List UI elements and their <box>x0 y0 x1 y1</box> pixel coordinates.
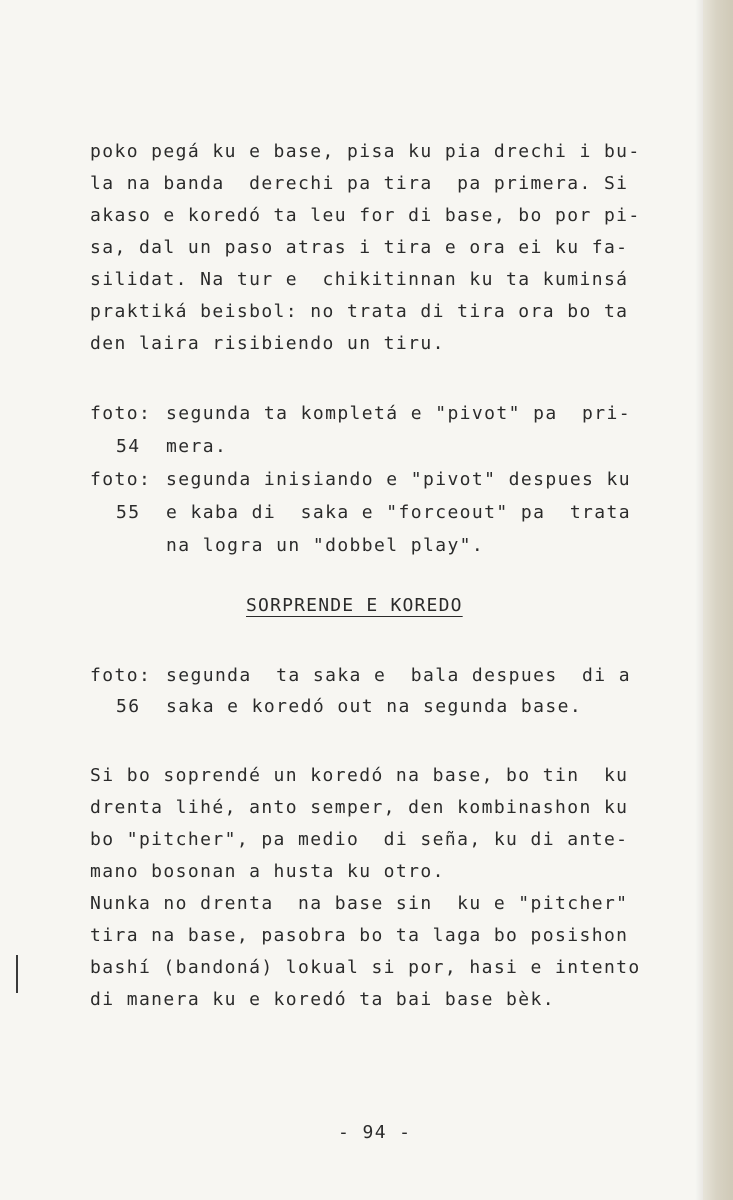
paragraph-line: la na banda derechi pa tira pa primera. Si <box>90 173 629 194</box>
caption-line: segunda inisiando e "pivot" despues ku <box>166 469 632 490</box>
caption-number: 55 <box>116 502 141 523</box>
paragraph-line: Nunka no drenta na base sin ku e "pitcher" <box>90 893 629 914</box>
caption-line: mera. <box>166 436 228 457</box>
page-edge <box>703 0 733 1200</box>
paragraph-line: den laira risibiendo un tiru. <box>90 333 445 354</box>
paragraph-line: di manera ku e koredó ta bai base bèk. <box>90 989 556 1010</box>
paragraph-top <box>90 140 670 370</box>
caption-label: foto: <box>90 665 152 686</box>
paragraph-line: akaso e koredó ta leu for di base, bo por pi- <box>90 205 641 226</box>
page-gutter-shadow <box>695 0 703 1200</box>
paragraph-bottom <box>90 764 670 1024</box>
paragraph-line: Si bo soprendé un koredó na base, bo tin ku <box>90 765 629 786</box>
caption-label: foto: <box>90 403 152 424</box>
caption-number: 54 <box>116 436 141 457</box>
paragraph-line: drenta lihé, anto semper, den kombinashon ku <box>90 797 629 818</box>
caption-line: e kaba di saka e "forceout" pa trata <box>166 502 632 523</box>
paragraph-line: bashí (bandoná) lokual si por, hasi e intento <box>90 957 641 978</box>
paragraph-line: mano bosonan a husta ku otro. <box>90 861 445 882</box>
section-heading: SORPRENDE E KOREDO <box>246 595 463 616</box>
caption-line: saka e koredó out na segunda base. <box>166 696 583 717</box>
caption-line: segunda ta kompletá e "pivot" pa pri- <box>166 403 632 424</box>
paragraph-line: bo "pitcher", pa medio di seña, ku di ante- <box>90 829 629 850</box>
paragraph-line: sa, dal un paso atras i tira e ora ei ku fa- <box>90 237 629 258</box>
caption-line: na logra un "dobbel play". <box>166 535 485 556</box>
paragraph-line: praktiká beisbol: no trata di tira ora bo ta <box>90 301 629 322</box>
caption-number: 56 <box>116 696 141 717</box>
paragraph-line: tira na base, pasobra bo ta laga bo posishon <box>90 925 629 946</box>
margin-mark <box>16 955 18 993</box>
caption-line: segunda ta saka e bala despues di a <box>166 665 632 686</box>
page-number: - 94 - <box>338 1122 412 1143</box>
caption-label: foto: <box>90 469 152 490</box>
paragraph-line: silidat. Na tur e chikitinnan ku ta kuminsá <box>90 269 629 290</box>
paragraph-line: poko pegá ku e base, pisa ku pia drechi i bu- <box>90 141 641 162</box>
